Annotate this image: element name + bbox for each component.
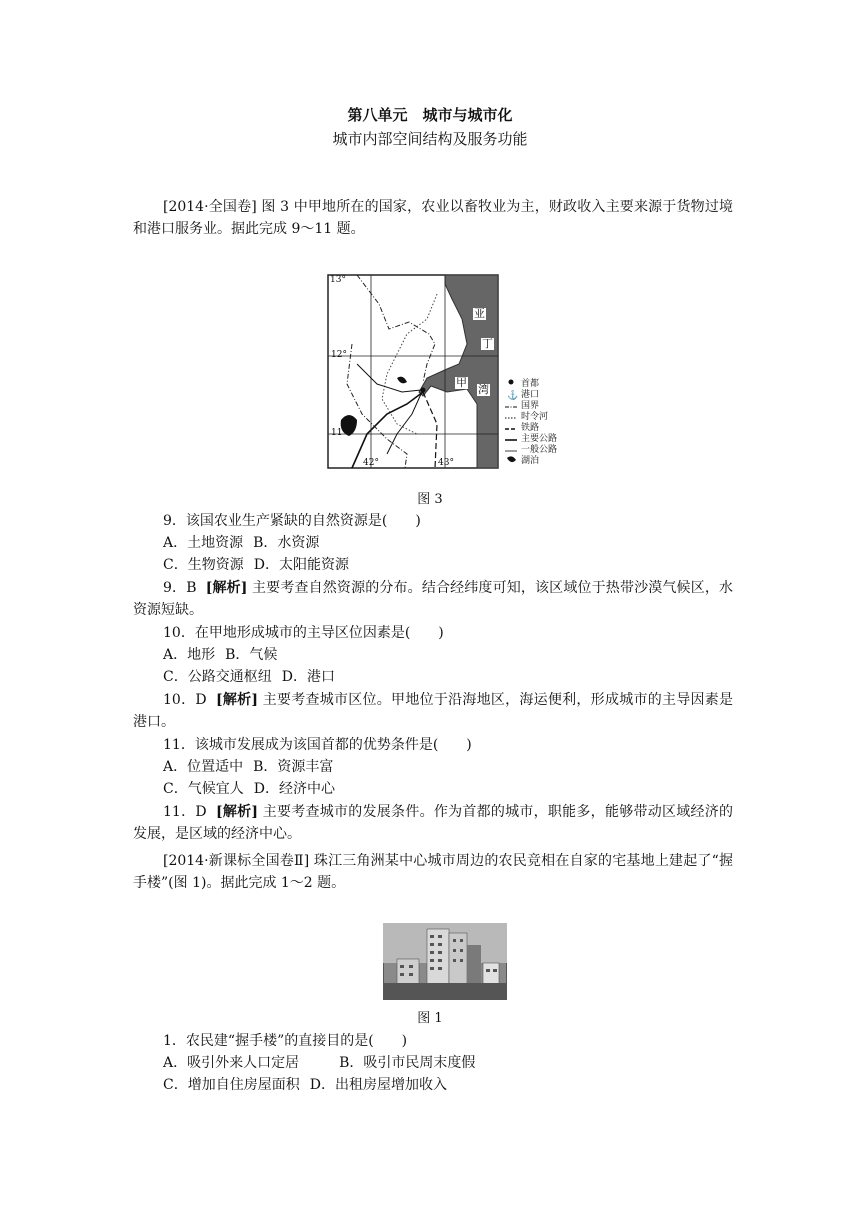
place-label: 亚 — [474, 307, 485, 320]
q1-options-row-1 — [163, 1052, 475, 1074]
q11-option-a: A．位置适中 — [163, 759, 244, 775]
q9-stem: 9．该国农业生产紧缺的自然资源是( ) — [163, 513, 421, 529]
q11-explain-text: 主要考查城市的发展条件。作为首都的城市，职能多，能够带动区域经济的发展，是区域的经济中心。 — [133, 804, 734, 842]
q9-option-b: B．水资源 — [253, 535, 320, 551]
section-subtitle: 城市内部空间结构及服务功能 — [332, 130, 528, 148]
q9-explain-text: 主要考查自然资源的分布。结合经纬度可知，该区域位于热带沙漠气候区，水资源短缺。 — [133, 580, 733, 618]
q1-options-row-2 — [163, 1074, 447, 1096]
q10-option-d: D．港口 — [281, 669, 335, 685]
intro2-source: [2014·新课标全国卷Ⅱ] — [163, 853, 310, 869]
q9-answer: 9．B — [163, 580, 197, 596]
q9-option-a: A．土地资源 — [163, 535, 244, 551]
q1-option-d: D．出租房屋增加收入 — [309, 1077, 447, 1093]
q1-stem: 1．农民建“握手楼”的直接目的是( ) — [163, 1033, 408, 1049]
legend-label: 港口 — [521, 390, 540, 400]
q11-options-row-2 — [163, 778, 335, 800]
q9-options-row-1 — [163, 532, 319, 554]
q11-option-b: B．资源丰富 — [253, 759, 334, 775]
q1-option-c: C．增加自住房屋面积 — [163, 1077, 300, 1093]
legend-label: 主要公路 — [521, 434, 558, 444]
map-caption: 图 3 — [417, 492, 443, 507]
q1-option-a: A．吸引外来人口定居 — [163, 1055, 300, 1071]
q11-tag: [解析] — [215, 804, 259, 820]
lat-label: 13° — [330, 275, 346, 285]
photo-caption: 图 1 — [417, 1011, 443, 1026]
intro-source: [2014·全国卷] — [163, 199, 257, 215]
q11-options-row-1 — [163, 756, 333, 778]
handshake-buildings-photo — [383, 923, 507, 1000]
q11-option-d: D．经济中心 — [253, 781, 335, 797]
place-label-jia: 甲 — [456, 376, 467, 389]
q9-tag: [解析] — [205, 580, 248, 596]
q11-explanation — [133, 801, 733, 845]
q10-option-a: A．地形 — [163, 647, 216, 663]
intro2-text: 珠江三角洲某中心城市周边的农民竞相在自家的宅基地上建起了“握手楼”(图 1)。据此完成 1～2 题。 — [133, 853, 734, 891]
capital-dot — [421, 388, 426, 393]
intro-text: 图 3 中甲地所在的国家，农业以畜牧业为主，财政收入主要来源于货物过境和港口服务业。据此完成 9～11 题。 — [133, 199, 733, 237]
intro-paragraph-1 — [133, 196, 733, 240]
lat-label: 12° — [331, 350, 347, 360]
lon-label: 42° — [363, 458, 379, 468]
legend-capital-symbol — [509, 380, 514, 385]
q9-option-c: C．生物资源 — [163, 557, 244, 573]
legend-label: 首都 — [521, 379, 540, 389]
q9-options-row-2 — [163, 554, 349, 576]
q10-options-row-1 — [163, 644, 277, 666]
unit-title: 第八单元 城市与城市化 — [347, 106, 513, 124]
photo-svg — [383, 923, 507, 1000]
q9-explanation — [133, 577, 733, 621]
lat-label: 11° — [331, 428, 347, 438]
intro-paragraph-2 — [133, 850, 733, 894]
q10-stem: 10．在甲地形成城市的主导区位因素是( ) — [163, 625, 444, 641]
q10-option-b: B．气候 — [225, 647, 278, 663]
q11-answer: 11．D — [163, 804, 207, 820]
q10-explanation — [133, 689, 733, 733]
q11-stem: 11．该城市发展成为该国首都的优势条件是( ) — [163, 737, 472, 753]
q10-options-row-2 — [163, 666, 335, 688]
svg-text:⚓: ⚓ — [507, 391, 519, 401]
q10-explain-text: 主要考查城市区位。甲地位于沿海地区，海运便利，形成城市的主导因素是港口。 — [133, 692, 734, 730]
q10-option-c: C．公路交通枢纽 — [163, 669, 272, 685]
q10-answer: 10．D — [163, 692, 207, 708]
legend-label: 一般公路 — [521, 445, 558, 455]
q10-tag: [解析] — [215, 692, 259, 708]
lon-label: 43° — [438, 458, 454, 468]
place-label: 丁 — [482, 337, 493, 350]
map-figure — [327, 274, 567, 470]
q1-option-b: B．吸引市民周末度假 — [339, 1055, 476, 1071]
legend-label: 湖泊 — [521, 456, 540, 466]
q11-option-c: C．气候宜人 — [163, 781, 244, 797]
legend-label: 时令河 — [521, 412, 549, 422]
place-label: 湾 — [478, 383, 489, 396]
legend-label: 国界 — [521, 401, 540, 411]
legend-label: 铁路 — [521, 423, 540, 433]
q9-option-d: D．太阳能资源 — [253, 557, 349, 573]
